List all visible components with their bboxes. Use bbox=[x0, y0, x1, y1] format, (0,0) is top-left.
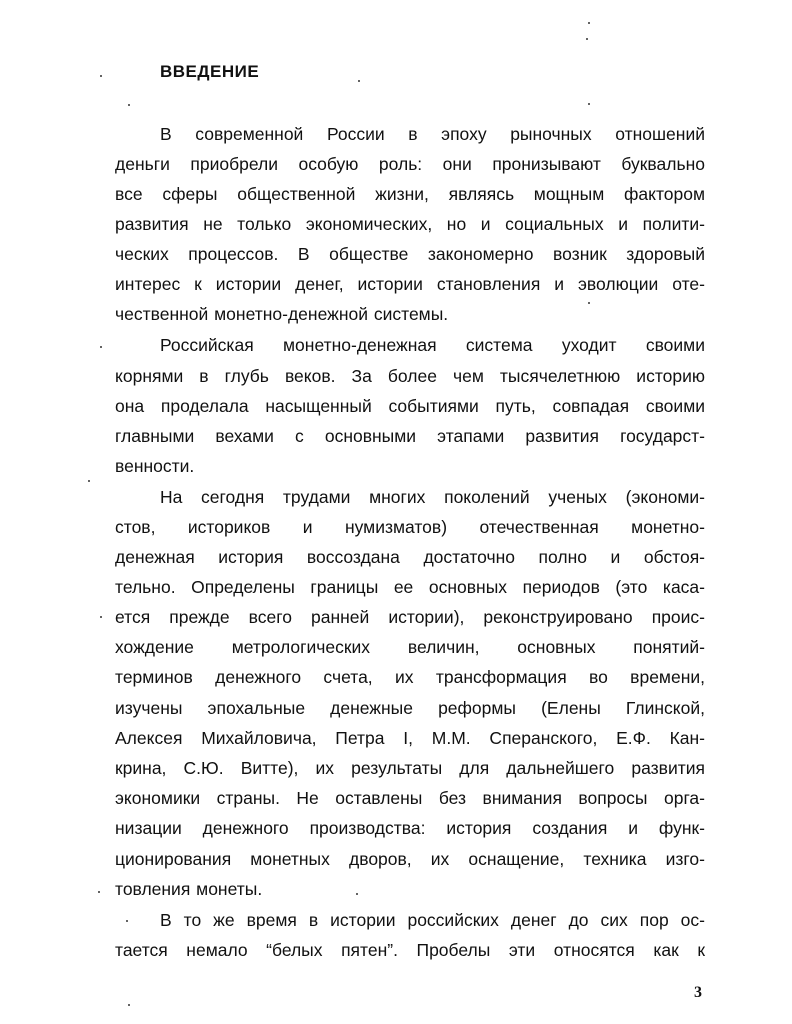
scan-speck bbox=[588, 103, 590, 105]
text-line: главными вехами с основными этапами развития государст- bbox=[115, 426, 705, 446]
text-line: терминов денежного счета, их трансформация во времени, bbox=[115, 667, 705, 687]
scan-speck bbox=[100, 346, 102, 348]
scan-speck bbox=[126, 920, 128, 922]
scan-speck bbox=[88, 480, 90, 482]
text-line: В то же время в истории российских денег до сих пор ос- bbox=[160, 910, 705, 930]
text-line: низации денежного производства: история создания и функ- bbox=[115, 818, 705, 838]
text-line: денежная история воссоздана достаточно полно и обстоя- bbox=[115, 547, 705, 567]
scan-speck bbox=[588, 22, 590, 24]
scan-speck bbox=[100, 616, 102, 618]
page-number: 3 bbox=[694, 984, 702, 1001]
text-line: она проделала насыщенный событиями путь, совпадая своими bbox=[115, 396, 705, 416]
text-line: все сферы общественной жизни, являясь мощным фактором bbox=[115, 184, 705, 204]
text-line: ционирования монетных дворов, их оснащение, техника изго- bbox=[115, 849, 705, 869]
text-line: экономики страны. Не оставлены без внимания вопросы орга- bbox=[115, 788, 705, 808]
text-line: тается немало “белых пятен”. Пробелы эти относятся как к bbox=[115, 940, 705, 960]
text-line: Российская монетно-денежная система уходит своими bbox=[160, 335, 705, 355]
text-line: венности. bbox=[115, 456, 195, 476]
text-line: изучены эпохальные денежные реформы (Елены Глинской, bbox=[115, 698, 705, 718]
text-line: ется прежде всего ранней истории), реконструировано проис- bbox=[115, 607, 705, 627]
text-line: ческих процессов. В обществе закономерно возник здоровый bbox=[115, 244, 705, 264]
scan-speck bbox=[356, 893, 358, 895]
text-line: товления монеты. bbox=[115, 879, 263, 899]
text-line: деньги приобрели особую роль: они пронизывают буквально bbox=[115, 154, 705, 174]
text-line: хождение метрологических величин, основных понятий- bbox=[115, 637, 705, 657]
scan-speck bbox=[588, 302, 590, 304]
scan-speck bbox=[128, 104, 130, 106]
text-line: корнями в глубь веков. За более чем тысячелетнюю историю bbox=[115, 366, 705, 386]
text-line: чественной монетно-денежной системы. bbox=[115, 304, 449, 324]
scan-speck bbox=[586, 38, 588, 40]
text-line: тельно. Определены границы ее основных периодов (это каса- bbox=[115, 577, 705, 597]
text-line: крина, С.Ю. Витте), их результаты для дальнейшего развития bbox=[115, 758, 705, 778]
section-heading: ВВЕДЕНИЕ bbox=[160, 62, 260, 81]
scan-speck bbox=[358, 80, 360, 82]
scan-speck bbox=[128, 1004, 130, 1006]
scan-speck bbox=[100, 75, 102, 77]
text-line: Алексея Михайловича, Петра I, М.М. Сперанского, Е.Ф. Кан- bbox=[115, 728, 705, 748]
text-line: интерес к истории денег, истории становления и эволюции оте- bbox=[115, 274, 705, 294]
text-line: На сегодня трудами многих поколений ученых (экономи- bbox=[160, 487, 705, 507]
text-line: В современной России в эпоху рыночных отношений bbox=[160, 124, 705, 144]
scan-speck bbox=[98, 891, 100, 893]
text-line: стов, историков и нумизматов) отечественная монетно- bbox=[115, 517, 705, 537]
text-line: развития не только экономических, но и социальных и полити- bbox=[115, 214, 705, 234]
